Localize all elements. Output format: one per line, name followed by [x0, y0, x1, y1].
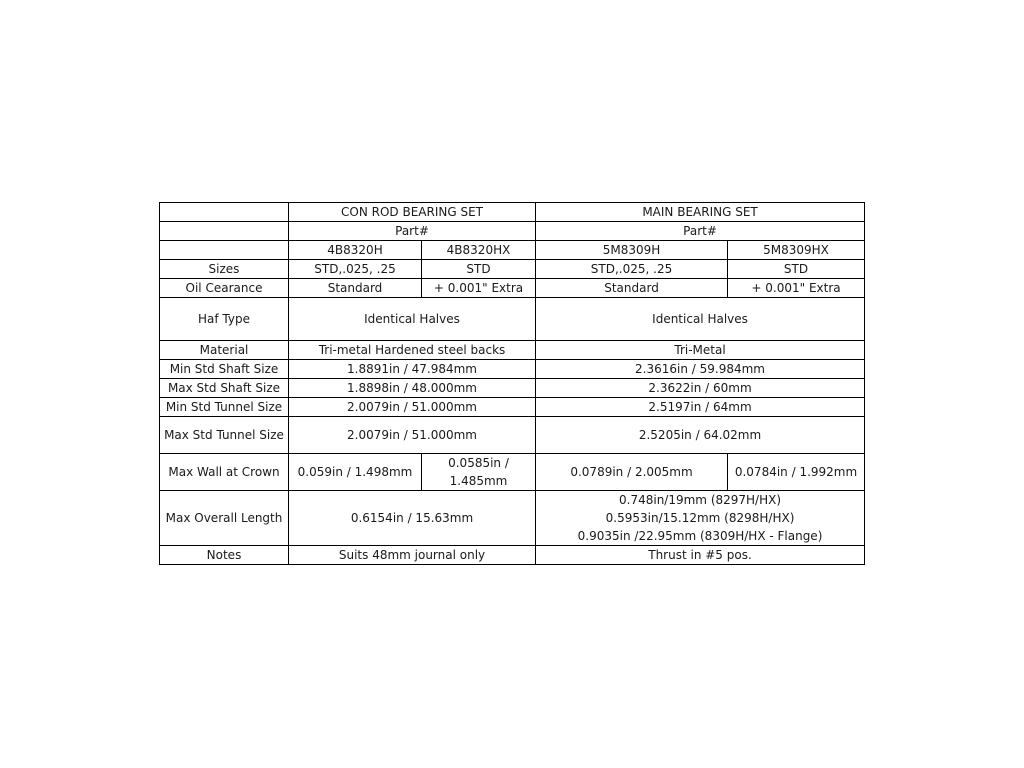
table-cell: STD,.025, .25: [289, 260, 422, 279]
table-row-part-numbers: [160, 241, 865, 260]
row-label: Max Std Tunnel Size: [160, 417, 289, 454]
table-cell: 0.0585in / 1.485mm: [422, 454, 536, 491]
table-cell: + 0.001" Extra: [422, 279, 536, 298]
table-cell: 2.0079in / 51.000mm: [289, 417, 536, 454]
table-row-sizes: [160, 260, 865, 279]
table-cell: Tri-Metal: [536, 341, 865, 360]
part-number-cell: 5M8309H: [536, 241, 728, 260]
con-rod-part-label: Part#: [289, 222, 536, 241]
table-row-material: [160, 341, 865, 360]
con-rod-header: CON ROD BEARING SET: [289, 203, 536, 222]
row-label: Sizes: [160, 260, 289, 279]
table-cell: 2.3616in / 59.984mm: [536, 360, 865, 379]
empty-cell: [160, 222, 289, 241]
table-cell: Identical Halves: [289, 298, 536, 341]
table-cell: 2.5205in / 64.02mm: [536, 417, 865, 454]
main-part-label: Part#: [536, 222, 865, 241]
table-cell: Thrust in #5 pos.: [536, 546, 865, 565]
row-label: Material: [160, 341, 289, 360]
table-cell: 0.6154in / 15.63mm: [289, 491, 536, 546]
table-cell: 2.0079in / 51.000mm: [289, 398, 536, 417]
table-cell: STD: [422, 260, 536, 279]
empty-cell: [160, 241, 289, 260]
overall-length-line: 0.9035in /22.95mm (8309H/HX - Flange): [577, 529, 823, 543]
table-row-notes: [160, 546, 865, 565]
row-label: Haf Type: [160, 298, 289, 341]
table-row-overall-length: [160, 491, 865, 546]
part-number-cell: 4B8320HX: [422, 241, 536, 260]
main-bearing-header: MAIN BEARING SET: [536, 203, 865, 222]
table-cell: 0.0789in / 2.005mm: [536, 454, 728, 491]
table-cell: 2.5197in / 64mm: [536, 398, 865, 417]
table-row-min-tunnel: [160, 398, 865, 417]
part-number-cell: 5M8309HX: [728, 241, 865, 260]
table-cell: 1.8898in / 48.000mm: [289, 379, 536, 398]
table-cell: STD,.025, .25: [536, 260, 728, 279]
table-row-max-tunnel: [160, 417, 865, 454]
table-row-wall-crown: [160, 454, 865, 491]
row-label: Max Overall Length: [160, 491, 289, 546]
overall-length-main-cell: [536, 491, 865, 546]
table-cell: 1.8891in / 47.984mm: [289, 360, 536, 379]
table-cell: + 0.001" Extra: [728, 279, 865, 298]
row-label: Notes: [160, 546, 289, 565]
table-cell: Tri-metal Hardened steel backs: [289, 341, 536, 360]
table-row-oil-clearance: [160, 279, 865, 298]
table-cell: 2.3622in / 60mm: [536, 379, 865, 398]
row-label: Oil Cearance: [160, 279, 289, 298]
table-cell: Standard: [536, 279, 728, 298]
overall-length-line: 0.748in/19mm (8297H/HX): [619, 493, 782, 507]
table-cell: 0.059in / 1.498mm: [289, 454, 422, 491]
table-row-header: [160, 203, 865, 222]
part-number-cell: 4B8320H: [289, 241, 422, 260]
row-label: Min Std Tunnel Size: [160, 398, 289, 417]
overall-length-line: 0.5953in/15.12mm (8298H/HX): [605, 511, 795, 525]
row-label: Min Std Shaft Size: [160, 360, 289, 379]
table-row-part-label: [160, 222, 865, 241]
row-label: Max Wall at Crown: [160, 454, 289, 491]
bearing-spec-table: [159, 202, 865, 565]
row-label: Max Std Shaft Size: [160, 379, 289, 398]
table-cell: Identical Halves: [536, 298, 865, 341]
table-row-half-type: [160, 298, 865, 341]
table-cell: 0.0784in / 1.992mm: [728, 454, 865, 491]
table-cell: Standard: [289, 279, 422, 298]
table-cell: Suits 48mm journal only: [289, 546, 536, 565]
empty-cell: [160, 203, 289, 222]
table-row-max-shaft: [160, 379, 865, 398]
table-row-min-shaft: [160, 360, 865, 379]
table-cell: STD: [728, 260, 865, 279]
